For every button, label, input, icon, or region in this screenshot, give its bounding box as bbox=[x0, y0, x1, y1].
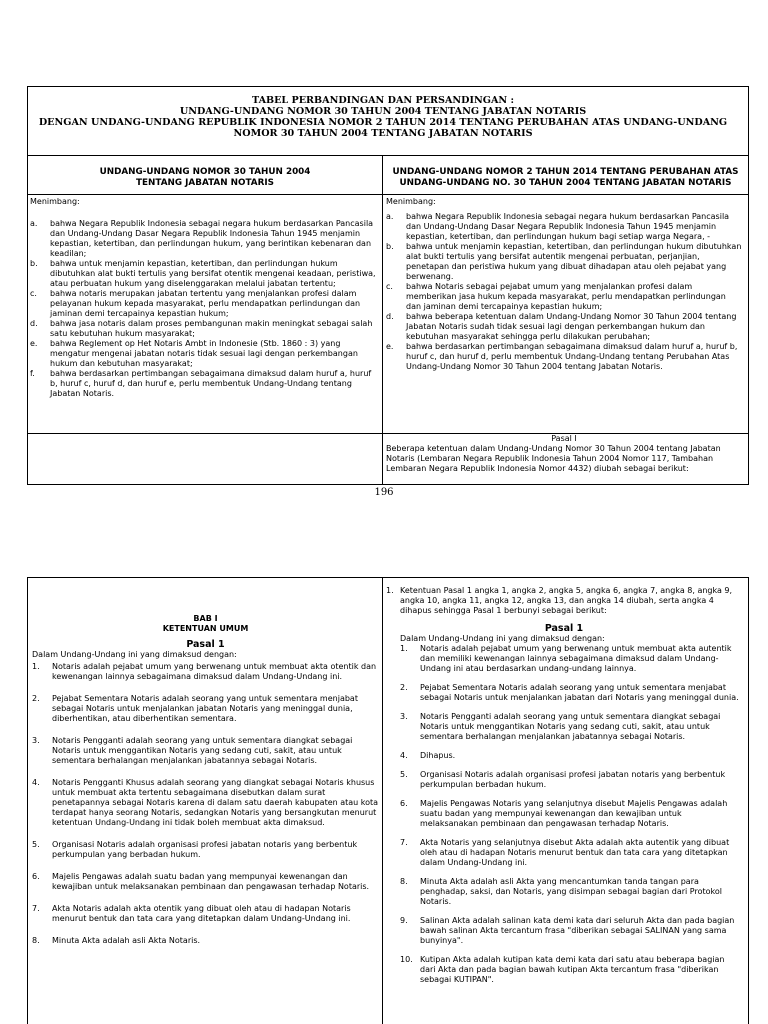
item-text: bahwa Notaris sebagai pejabat umum yang menjalankan profesi dalam memberikan jasa hukum kepada masyarakat, perlu mendapatkan perlindungan dan jaminan demi tercapainya kepastian hukum; bbox=[406, 282, 726, 311]
page-number: 196 bbox=[374, 487, 394, 498]
item-number: d. bbox=[30, 319, 38, 328]
list-item bbox=[32, 840, 379, 860]
item-text: Organisasi Notaris adalah organisasi profesi jabatan notaris yang berbentuk perkumpulan berbadan hukum. bbox=[420, 770, 726, 789]
left-menimbang bbox=[30, 197, 378, 399]
list-item bbox=[30, 319, 378, 339]
title-line: NOMOR 30 TAHUN 2004 TENTANG JABATAN NOTARIS bbox=[233, 128, 533, 139]
list-item bbox=[30, 219, 378, 259]
list-item bbox=[400, 838, 742, 868]
pasal-1-label: Pasal 1 bbox=[544, 623, 584, 634]
title-line: TABEL PERBANDINGAN DAN PERSANDINGAN : bbox=[251, 95, 515, 106]
page-title bbox=[28, 95, 738, 139]
right-column-header bbox=[383, 167, 748, 189]
list-item bbox=[32, 936, 379, 946]
item-text: Notaris Pengganti Khusus adalah seorang yang diangkat sebagai Notaris khusus untuk membuat akta tertentu sebagaimana disebutkan dalam surat penetapannya sebagai Notaris karena di dalam satu daerah kabupaten atau kota terdapat hanya seorang Notaris, sedangkan Notaris yang bersangkutan menurut ketentuan Undang-Undang ini tidak boleh membuat akta dimaksud. bbox=[52, 778, 379, 827]
pasal-i-section bbox=[386, 434, 742, 474]
item-text: bahwa berdasarkan pertimbangan sebagaimana dimaksud dalam huruf a, huruf b, huruf c, huruf d, dan huruf e, perlu membentuk Undang-Undang tentang Jabatan Notaris. bbox=[50, 369, 372, 398]
item-number: c. bbox=[30, 289, 37, 298]
list-item bbox=[400, 712, 742, 742]
pasal-i-label: Pasal I bbox=[551, 434, 577, 443]
item-text: Salinan Akta adalah salinan kata demi kata dari seluruh Akta dan pada bagian bawah salinan Akta tercantum frasa "diberikan sebagai SALINAN yang sama bunyinya". bbox=[420, 916, 735, 945]
item-number: 4. bbox=[32, 778, 40, 787]
item-text: bahwa beberapa ketentuan dalam Undang-Undang Nomor 30 Tahun 2004 tentang Jabatan Notaris sudah tidak sesuai lagi dengan perkembangan hukum dan kebutuhan masyarakat sehingga perlu dilakukan perubahan; bbox=[406, 312, 737, 341]
item-number: 1. bbox=[400, 644, 408, 653]
header-line: UNDANG-UNDANG NO. 30 TAHUN 2004 TENTANG JABATAN NOTARIS bbox=[399, 178, 732, 188]
item-number: 3. bbox=[400, 712, 408, 721]
item-text: bahwa Negara Republik Indonesia sebagai negara hukum berdasarkan Pancasila dan Undang-Undang Dasar Negara Republik Indonesia Tahun 1945 menjamin kepastian, ketertiban, dan perlindungan hukum bagi setiap warga Negara, - bbox=[406, 212, 730, 241]
item-number: 4. bbox=[400, 751, 408, 760]
list-item bbox=[386, 312, 742, 342]
right-menimbang bbox=[386, 197, 742, 372]
list-item bbox=[400, 877, 742, 907]
ketentuan-text: Ketentuan Pasal 1 angka 1, angka 2, angka 5, angka 6, angka 7, angka 8, angka 9, angka 10, angka 11, angka 12, angka 13, dan angka 14 diubah, serta angka 4 dihapus sehingga Pasal 1 berbunyi sebagai berikut: bbox=[400, 586, 733, 615]
item-text: Notaris adalah pejabat umum yang berwenang untuk membuat akta autentik dan memiliki kewenangan lainnya sebagaimana dimaksud dalam Undang-Undang ini atau berdasarkan undang-undang lainnya. bbox=[420, 644, 732, 673]
item-text: Majelis Pengawas adalah suatu badan yang mempunyai kewenangan dan kewajiban untuk melaksanakan pembinaan dan pengawasan terhadap Notaris. bbox=[52, 872, 370, 891]
item-number: 2. bbox=[32, 694, 40, 703]
list-item bbox=[386, 212, 742, 242]
item-number: 10. bbox=[400, 955, 413, 964]
item-text: Organisasi Notaris adalah organisasi profesi jabatan notaris yang berbentuk perkumpulan yang berbadan hukum. bbox=[52, 840, 358, 859]
pasal-1-list bbox=[32, 662, 379, 946]
item-text: bahwa berdasarkan pertimbangan sebagaimana dimaksud dalam huruf a, huruf b, huruf c, dan huruf d, perlu membentuk Undang-Undang tentang Perubahan Atas Undang-Undang Nomor 30 Tahun 2004 tentang Jabatan Notaris. bbox=[406, 342, 738, 371]
list-item bbox=[30, 259, 378, 289]
item-number: 6. bbox=[32, 872, 40, 881]
item-text: bahwa Reglement op Het Notaris Ambt in Indonesie (Stb. 1860 : 3) yang mengatur mengenai jabatan notaris tidak sesuai lagi dengan perkembangan hukum dan kebutuhan masyarakat; bbox=[50, 339, 358, 368]
item-number: 7. bbox=[400, 838, 408, 847]
item-number: 8. bbox=[32, 936, 40, 945]
list-item bbox=[30, 339, 378, 369]
list-item bbox=[32, 872, 379, 892]
menimbang-list bbox=[30, 219, 378, 399]
item-number: c. bbox=[386, 282, 393, 291]
header-line: TENTANG JABATAN NOTARIS bbox=[136, 178, 274, 188]
list-item bbox=[32, 904, 379, 924]
ketentuan-umum-label: KETENTUAN UMUM bbox=[162, 624, 249, 633]
item-text: bahwa jasa notaris dalam proses pembangunan makin meningkat sebagai salah satu kebutuhan hukum masyarakat; bbox=[50, 319, 373, 338]
item-text: Notaris Pengganti adalah seorang yang untuk sementara diangkat sebagai Notaris untuk menggantikan Notaris yang sedang cuti, sakit, atau untuk sementara berhalangan menjalankan jabatannya sebagai Notaris. bbox=[420, 712, 721, 741]
item-number: 1. bbox=[386, 586, 394, 595]
item-text: Dihapus. bbox=[420, 751, 456, 760]
list-item bbox=[400, 683, 742, 703]
item-text: Akta Notaris yang selanjutnya disebut Akta adalah akta autentik yang dibuat oleh atau di hadapan Notaris menurut bentuk dan tata cara yang ditetapkan dalam Undang-Undang ini. bbox=[420, 838, 730, 867]
list-item bbox=[400, 799, 742, 829]
item-text: bahwa untuk menjamin kepastian, ketertiban, dan perlindungan hukum dibutuhkan alat bukti tertulis yang bersifat autentik mengenai perbuatan, perjanjian, penetapan dan peristiwa hukum yang dibuat dihadapan atau oleh pejabat yang berwenang. bbox=[406, 242, 742, 281]
item-number: a. bbox=[386, 212, 394, 221]
item-number: d. bbox=[386, 312, 394, 321]
item-text: Minuta Akta adalah asli Akta Notaris. bbox=[52, 936, 201, 945]
item-text: Akta Notaris adalah akta otentik yang dibuat oleh atau di hadapan Notaris menurut bentuk dan tata cara yang ditetapkan dalam Undang-Undang ini. bbox=[52, 904, 351, 923]
item-number: 7. bbox=[32, 904, 40, 913]
header-line: UNDANG-UNDANG NOMOR 30 TAHUN 2004 bbox=[99, 167, 311, 177]
list-item bbox=[386, 282, 742, 312]
header-line: UNDANG-UNDANG NOMOR 2 TAHUN 2014 TENTANG PERUBAHAN ATAS bbox=[392, 167, 739, 177]
list-item bbox=[30, 369, 378, 399]
divider bbox=[382, 155, 383, 485]
item-text: Notaris Pengganti adalah seorang yang untuk sementara diangkat sebagai Notaris untuk menggantikan Notaris yang sedang cuti, sakit, atau untuk sementara berhalangan menjalankan jabatannya sebagai Notaris. bbox=[52, 736, 353, 765]
item-number: f. bbox=[30, 369, 35, 378]
item-text: Pejabat Sementara Notaris adalah seorang yang untuk sementara menjabat sebagai Notaris untuk menjalankan jabatan dari Notaris yang meninggal dunia. bbox=[420, 683, 739, 702]
list-item bbox=[386, 342, 742, 372]
item-text: bahwa notaris merupakan jabatan tertentu yang menjalankan profesi dalam pelayanan hukum kepada masyarakat, perlu mendapatkan perlindungan dan jaminan demi tercapainya kepastian hukum; bbox=[50, 289, 361, 318]
menimbang-label: Menimbang: bbox=[386, 197, 436, 206]
pasal-i-text: Beberapa ketentuan dalam Undang-Undang Nomor 30 Tahun 2004 tentang Jabatan Notaris (Lembaran Negara Republik Indonesia Tahun 2004 Nomor 117, Tambahan Lembaran Negara Republik Indonesia Nomor 4432) diubah sebagai berikut: bbox=[386, 444, 721, 473]
item-text: Minuta Akta adalah asli Akta yang mencantumkan tanda tangan para penghadap, saksi, dan Notaris, yang disimpan sebagai bagian dari Protokol Notaris. bbox=[420, 877, 722, 906]
item-number: e. bbox=[386, 342, 394, 351]
item-number: 6. bbox=[400, 799, 408, 808]
ketentuan-item bbox=[386, 586, 742, 616]
item-number: a. bbox=[30, 219, 38, 228]
item-number: 5. bbox=[400, 770, 408, 779]
title-line: DENGAN UNDANG-UNDANG REPUBLIK INDONESIA NOMOR 2 TAHUN 2014 TENTANG PERUBAHAN ATAS UNDANG-UNDANG bbox=[38, 117, 728, 128]
list-item bbox=[400, 770, 742, 790]
left-pasal1-section bbox=[32, 614, 379, 946]
right-pasal1-section bbox=[386, 586, 742, 985]
item-text: Majelis Pengawas Notaris yang selanjutnya disebut Majelis Pengawas adalah suatu badan yang mempunyai kewenangan dan kewajiban untuk melaksanakan pembinaan dan pengawasan terhadap Notaris. bbox=[420, 799, 728, 828]
item-number: 5. bbox=[32, 840, 40, 849]
item-number: 3. bbox=[32, 736, 40, 745]
pasal-1-intro: Dalam Undang-Undang ini yang dimaksud dengan: bbox=[400, 634, 605, 643]
list-item bbox=[400, 644, 742, 674]
list-item bbox=[30, 289, 378, 319]
list-item bbox=[32, 736, 379, 766]
item-text: Pejabat Sementara Notaris adalah seorang yang untuk sementara menjabat sebagai Notaris untuk menjalankan jabatan Notaris yang meninggal dunia, diberhentikan, atau diberhentikan sementara. bbox=[52, 694, 358, 723]
divider bbox=[27, 194, 749, 195]
list-item bbox=[32, 778, 379, 828]
item-number: 8. bbox=[400, 877, 408, 886]
item-text: Notaris adalah pejabat umum yang berwenang untuk membuat akta otentik dan kewenangan lainnya sebagaimana dimaksud dalam Undang-Undang ini. bbox=[52, 662, 377, 681]
list-item bbox=[32, 662, 379, 682]
item-number: 1. bbox=[32, 662, 40, 671]
menimbang-label: Menimbang: bbox=[30, 197, 80, 206]
divider bbox=[382, 577, 383, 1024]
item-number: 9. bbox=[400, 916, 408, 925]
item-number: 2. bbox=[400, 683, 408, 692]
bab-label: BAB I bbox=[193, 614, 218, 623]
list-item bbox=[386, 242, 742, 282]
list-item bbox=[400, 916, 742, 946]
item-text: Kutipan Akta adalah kutipan kata demi kata dari satu atau beberapa bagian dari Akta dan pada bagian bawah kutipan Akta tercantum frasa "diberikan sebagai KUTIPAN". bbox=[420, 955, 725, 984]
left-column-header bbox=[28, 167, 382, 189]
list-item bbox=[400, 955, 742, 985]
divider bbox=[27, 155, 749, 156]
menimbang-list bbox=[386, 212, 742, 372]
list-item bbox=[32, 694, 379, 724]
pasal-1-intro: Dalam Undang-Undang ini yang dimaksud dengan: bbox=[32, 650, 237, 659]
item-number: b. bbox=[30, 259, 38, 268]
item-number: e. bbox=[30, 339, 38, 348]
item-number: b. bbox=[386, 242, 394, 251]
pasal-1-list bbox=[386, 644, 742, 985]
title-line: UNDANG-UNDANG NOMOR 30 TAHUN 2004 TENTANG JABATAN NOTARIS bbox=[179, 106, 587, 117]
pasal-1-label: Pasal 1 bbox=[186, 639, 225, 650]
item-text: bahwa untuk menjamin kepastian, ketertiban, dan perlindungan hukum dibutuhkan alat bukti tertulis yang bersifat otentik mengenai keadaan, peristiwa, atau perbuatan hukum yang diselenggarakan melalui jabatan tertentu; bbox=[50, 259, 376, 288]
item-text: bahwa Negara Republik Indonesia sebagai negara hukum berdasarkan Pancasila dan Undang-Undang Dasar Negara Republik Indonesia Tahun 1945 menjamin kepastian, ketertiban, dan perlindungan hukum, yang berintikan kebenaran dan keadilan; bbox=[50, 219, 374, 258]
list-item bbox=[400, 751, 742, 761]
